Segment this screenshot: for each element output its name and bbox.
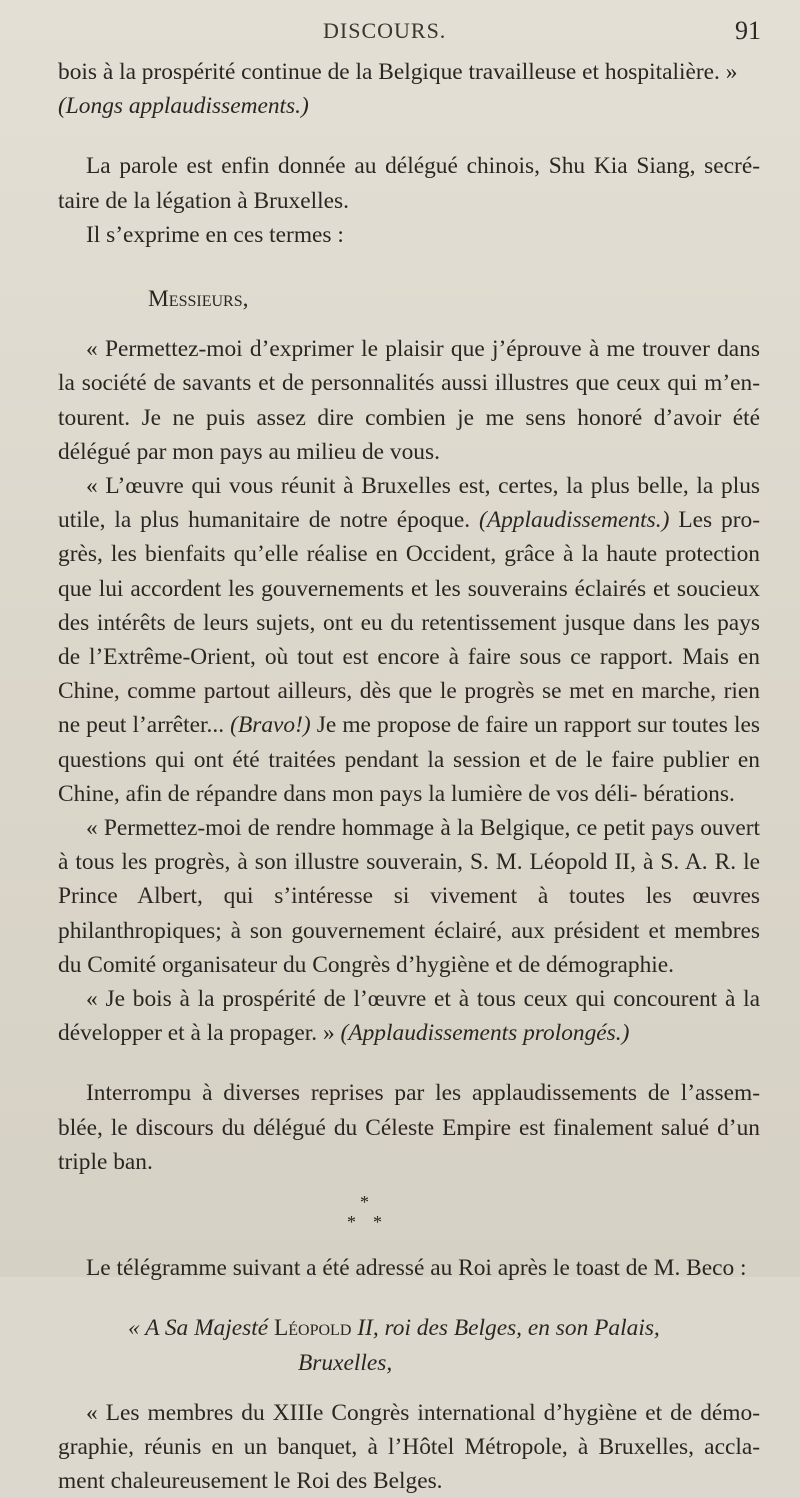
address-city: Bruxelles,: [298, 1349, 393, 1376]
paragraph-chinese-delegate: La parole est enfin donnée au délégué chinois, Shu Kia Siang, secré- taire de la légation à Bruxelles.: [58, 153, 760, 214]
telegram-address: [58, 1311, 760, 1345]
address-text: « A Sa Majesté: [128, 1315, 269, 1342]
paragraph-text: Je me propose de faire un rapport sur toutes les questions qui ont été traitées pendant la session et de le faire publier en Chine, afin de répandre dans mon pays la lumière de vos déli- bérations.: [58, 712, 760, 807]
page-header: [0, 12, 800, 46]
paragraph-toast-end: [58, 55, 760, 123]
paragraph-telegram-body: « Les membres du XIIIe Congrès international d’hygiène et de démo- graphie, réunis en un banquet, à l’Hôtel Métropole, à Bruxelles, accla- ment chaleureusement le Roi des Belges.: [58, 1399, 760, 1495]
paragraph-speech-1: « Permettez-moi d’exprimer le plaisir que j’éprouve à me trouver dans la société de savants et de personnalités aussi illustres que ceux qui m’en- tourent. Je ne puis assez dire combien je me sens honoré d’avoir été délégué par mon pays au milieu de vous.: [58, 336, 760, 465]
applause-note: (Longs applaudissements.): [58, 93, 309, 120]
paragraph-text: Les pro- grès, les bienfaits qu’elle réalise en Occident, grâce à la haute protection que lui accordent les gouvernements et les souverains éclairés et soucieux des intérêts de leurs sujets, ont eu du retentissement jusque dans les pays de l’Extrême-Orient, où tout est encore à faire sous ce rapport. Mais en Chine, comme partout ailleurs, dès que le progrès se met en marche, rien ne peut l’arrêter...: [58, 507, 760, 739]
address-king-name: Léopold: [273, 1315, 352, 1342]
speech-salutation: Messieurs,: [148, 286, 249, 313]
paragraph-speech-2: [58, 469, 760, 811]
asterism-star: *: [373, 1212, 382, 1233]
paragraph-speech-3: « Permettez-moi de rendre hommage à la Belgique, ce petit pays ouvert à tous les progrès, à son illustre souverain, S. M. Léopold II, à S. A. R. le Prince Albert, qui s’intéresse si vivement à toutes les œuvres philanthropiques; à son gouvernement éclairé, aux président et membres du Comité organisateur du Congrès d’hygiène et de démographie.: [58, 815, 760, 978]
paragraph-ovation: Interrompu à diverses reprises par les applaudissements de l’assem- blée, le discours du délégué du Céleste Empire est finalement salué d’un triple ban.: [58, 1080, 760, 1175]
page-body: [58, 55, 760, 1498]
bravo-note: (Bravo!): [230, 712, 311, 739]
telegram-address-city: [58, 1346, 760, 1380]
paragraph-intro-speech: Il s’exprime en ces termes :: [86, 221, 344, 248]
paragraph-text: « L’œuvre qui vous réunit à Bruxelles est, certes, la plus belle, la plus utile, la plus humanitaire de notre époque.: [58, 473, 760, 534]
applause-note: (Applaudissements.): [479, 507, 670, 534]
paragraph-speech-4: [58, 982, 760, 1050]
asterism-star: *: [347, 1212, 356, 1233]
running-head: DISCOURS.: [323, 18, 447, 43]
paragraph-text: bois à la prospérité continue de la Belgique travailleuse et hospitalière. »: [58, 59, 738, 85]
asterism-star: *: [360, 1192, 369, 1213]
page-number: 91: [735, 16, 761, 45]
applause-note: (Applaudissements prolongés.): [340, 1020, 630, 1047]
address-text: II, roi des Belges, en son Palais,: [357, 1315, 660, 1342]
paragraph-telegram-intro: Le télégramme suivant a été adressé au Roi après le toast de M. Beco :: [86, 1255, 747, 1282]
asterism-divider: [58, 1193, 760, 1237]
paragraph-text: « Je bois à la prospérité de l’œuvre et à tous ceux qui concourent à la développer et à la propager. »: [58, 986, 760, 1047]
